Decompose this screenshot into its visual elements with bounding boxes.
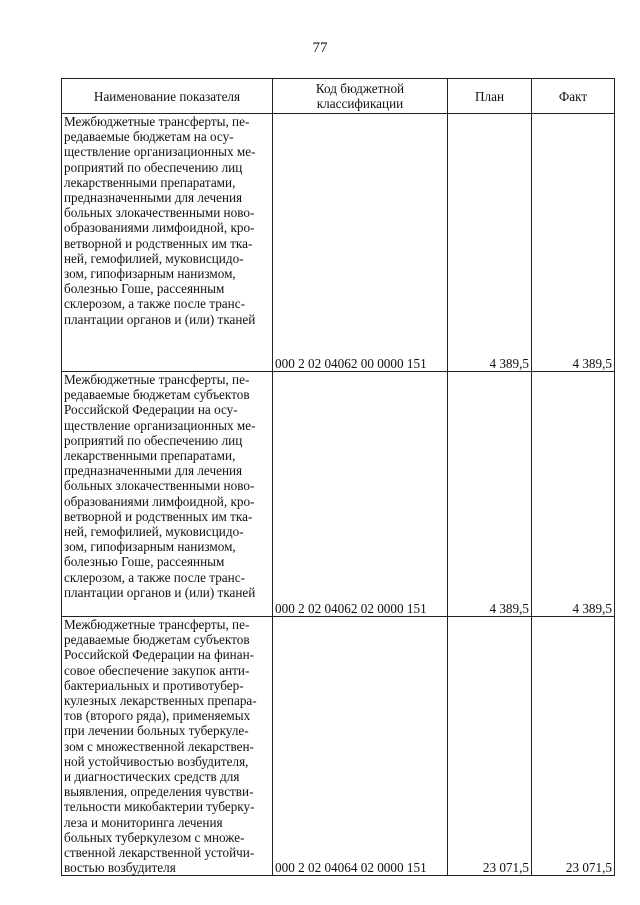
- row-plan: 4 389,5: [448, 114, 532, 372]
- table-header-row: [62, 79, 615, 114]
- header-code: Код бюджетной классификации: [273, 79, 448, 114]
- header-plan: План: [448, 79, 532, 114]
- row-code: 000 2 02 04064 02 0000 151: [273, 617, 448, 876]
- row-name: Межбюджетные трансферты, пе- редаваемые бюджетам на осу- ществление организационных ме- роприятий по обеспечению лиц лекарственными препаратами, предназначенными для лечения больных злокачественными ново- образованиями лимфоидной, кро- ветворной и родственных им тка- ней, гемофилией, муковисцидо- зом, гипофизарным нанизмом, болезнью Гоше, рассеянным склерозом, а также после транс- плантации органов и (или) тканей: [62, 114, 273, 372]
- table-row: [62, 372, 615, 617]
- row-fact: 4 389,5: [532, 372, 615, 617]
- table-row: [62, 114, 615, 372]
- row-name: Межбюджетные трансферты, пе- редаваемые бюджетам субъектов Российской Федерации на финан- совое обеспечение закупок анти- бактериальных и противотубер- кулезных лекарственных препара- тов (второго ряда), применяемых при лечении больных туберкуле- зом с множественной лекарствен- ной устойчивостью возбудителя, и диагностических средств для выявления, определения чувстви- тельности микобактерии туберку- леза и мониторинга лечения больных туберкулезом с множе- ственной лекарственной устойчи- востью возбудителя: [62, 617, 273, 876]
- budget-table: [61, 78, 615, 876]
- row-fact: 4 389,5: [532, 114, 615, 372]
- page-number: 77: [312, 40, 328, 56]
- row-name: Межбюджетные трансферты, пе- редаваемые бюджетам субъектов Российской Федерации на осу- ществление организационных ме- роприятий по обеспечению лиц лекарственными препаратами, предназначенными для лечения больных злокачественными ново- образованиями лимфоидной, кро- ветворной и родственных им тка- ней, гемофилией, муковисцидо- зом, гипофизарным нанизмом, болезнью Гоше, рассеянным склерозом, а также после транс- плантации органов и (или) тканей: [62, 372, 273, 617]
- row-fact: 23 071,5: [532, 617, 615, 876]
- row-plan: 23 071,5: [448, 617, 532, 876]
- row-code: 000 2 02 04062 00 0000 151: [273, 114, 448, 372]
- header-name: Наименование показателя: [62, 79, 273, 114]
- header-fact: Факт: [532, 79, 615, 114]
- table-row: [62, 617, 615, 876]
- row-plan: 4 389,5: [448, 372, 532, 617]
- row-code: 000 2 02 04062 02 0000 151: [273, 372, 448, 617]
